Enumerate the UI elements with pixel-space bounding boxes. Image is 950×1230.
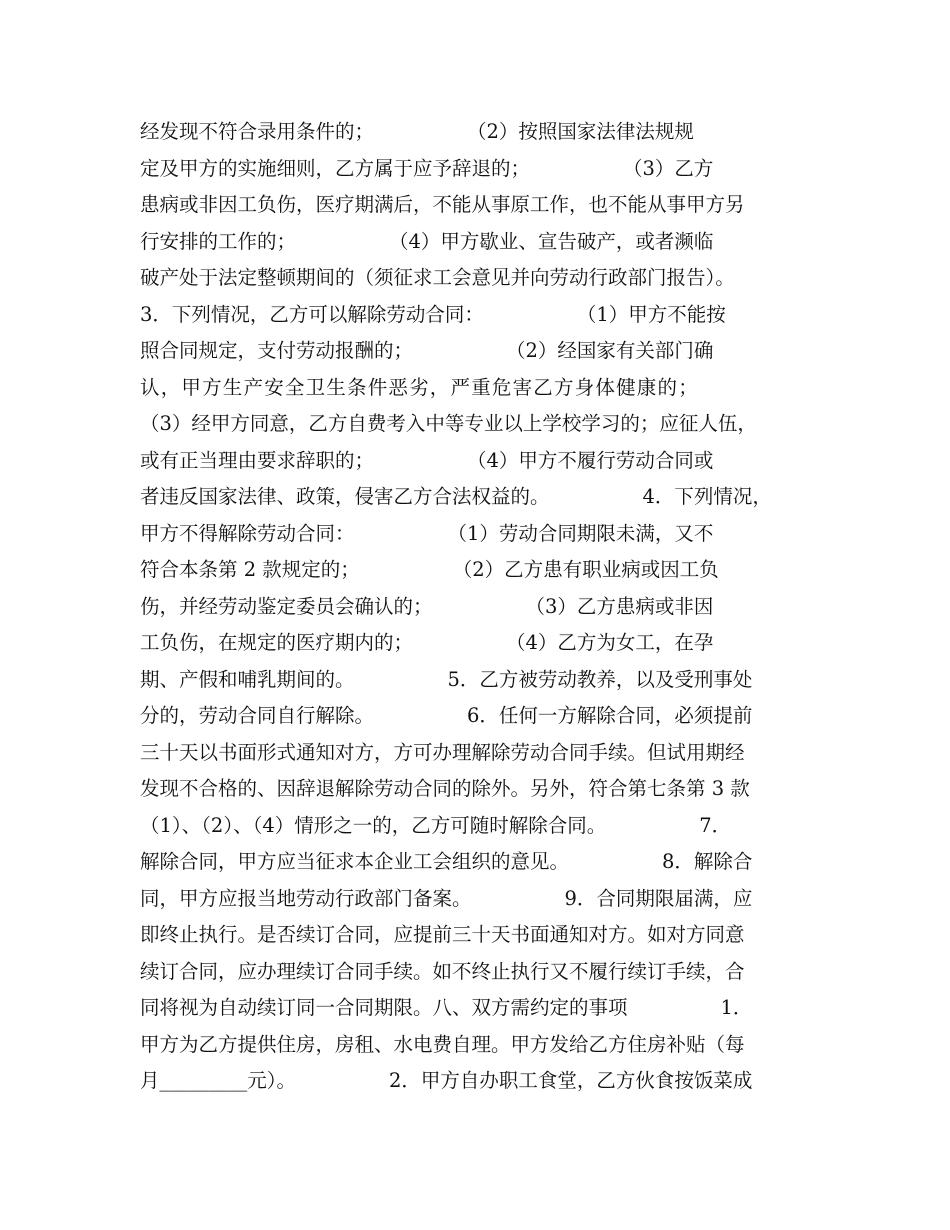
text-line: （3）经甲方同意，乙方自费考入中等专业以上学校学习的；应征人伍， xyxy=(140,412,757,435)
text-line: 解除合同，甲方应当征求本企业工会组织的意见。 8．解除合 xyxy=(140,850,753,873)
text-line: 工负伤，在规定的医疗期内的； （4）乙方为女工，在孕 xyxy=(140,631,714,654)
text-line: 认，甲方生产安全卫生条件恶劣，严重危害乙方身体健康的； xyxy=(140,375,699,399)
text-line: 定及甲方的实施细则，乙方属于应予辞退的； （3）乙方 xyxy=(140,156,714,180)
text-line: 患病或非因工负伤，医疗期满后，不能从事原工作，也不能从事甲方另 xyxy=(140,193,745,216)
text-line: 行安排的工作的； （4）甲方歇业、宣告破产，或者濒临 xyxy=(140,229,714,253)
text-line: 发现不合格的、因辞退解除劳动合同的除外。另外，符合第七条第 3 款 xyxy=(140,777,750,800)
text-line: 3．下列情况，乙方可以解除劳动合同： （1）甲方不能按 xyxy=(140,302,726,326)
text-line: 甲方为乙方提供住房，房租、水电费自理。甲方发给乙方住房补贴（每 xyxy=(140,1032,745,1056)
text-line: 者违反国家法律、政策，侵害乙方合法权益的。 4．下列情况， xyxy=(140,485,772,508)
text-line: 经发现不符合录用条件的； （2）按照国家法律法规规 xyxy=(140,120,694,143)
text-line: 甲方不得解除劳动合同： （1）劳动合同期限未满，又不 xyxy=(140,521,714,545)
text-line: 分的，劳动合同自行解除。 6．任何一方解除合同，必须提前 xyxy=(140,704,753,727)
text-line: 同，甲方应报当地劳动行政部门备案。 9．合同期限届满，应 xyxy=(140,886,753,910)
text-line: 期、产假和哺乳期间的。 5．乙方被劳动教养，以及受刑事处 xyxy=(140,667,753,691)
text-line: 续订合同，应办理续订合同手续。如不终止执行又不履行续订手续，合 xyxy=(140,959,745,983)
text-line: 符合本条第 2 款规定的； （2）乙方患有职业病或因工负 xyxy=(140,558,719,581)
text-line: 伤，并经劳动鉴定委员会确认的； （3）乙方患病或非因 xyxy=(140,594,714,618)
text-line: 或有正当理由要求辞职的； （4）甲方不履行劳动合同或 xyxy=(140,448,714,472)
text-line: 破产处于法定整顿期间的（须征求工会意见并向劳动行政部门报告）。 xyxy=(140,266,735,289)
text-line: 月_________元）。 2．甲方自办职工食堂，乙方伙食按饭菜成 xyxy=(140,1069,753,1092)
text-line: 同将视为自动续订同一合同期限。八、双方需约定的事项 1． xyxy=(140,996,753,1019)
text-line: 照合同规定，支付劳动报酬的； （2）经国家有关部门确 xyxy=(140,339,714,362)
contract-body-text xyxy=(140,114,820,1100)
text-line: 三十天以书面形式通知对方，方可办理解除劳动合同手续。但试用期经 xyxy=(140,740,745,764)
text-line: （1）、（2）、（4）情形之一的，乙方可随时解除合同。 7． xyxy=(140,813,732,837)
text-line: 即终止执行。是否续订合同，应提前三十天书面通知对方。如对方同意 xyxy=(140,923,745,946)
